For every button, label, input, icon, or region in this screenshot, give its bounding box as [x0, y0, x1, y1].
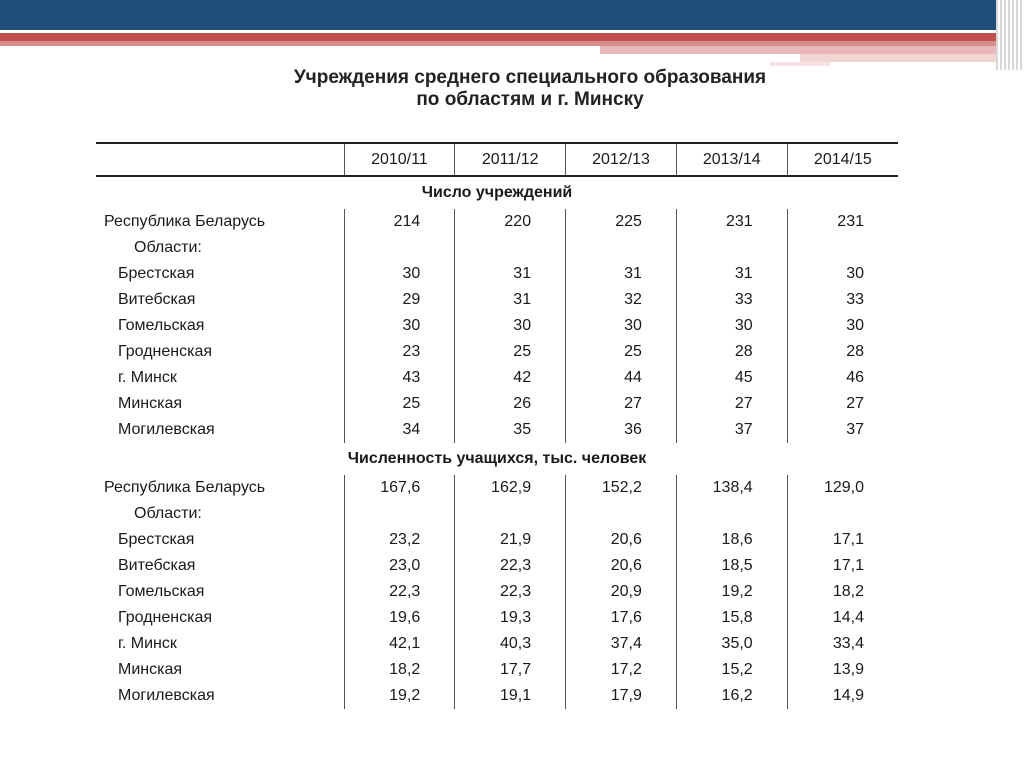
table-cell: 42 [455, 365, 566, 391]
table-row [96, 657, 898, 683]
header-band-red [0, 33, 1000, 41]
table-row [96, 553, 898, 579]
row-label: Гродненская [118, 609, 213, 626]
table-cell: 220 [455, 209, 566, 235]
table-cell: 31 [455, 261, 566, 287]
header-band-pink-faint [770, 62, 830, 66]
row-label: Гомельская [118, 583, 205, 600]
table-cell: 46 [787, 365, 898, 391]
table-row-subheading [96, 235, 898, 261]
table-cell: 33 [676, 287, 787, 313]
header-band-pink [600, 46, 1000, 54]
section-heading-row [96, 443, 898, 475]
table-cell: 15,2 [676, 657, 787, 683]
table-cell: 22,3 [344, 579, 455, 605]
table-cell: 27 [787, 391, 898, 417]
table-row [96, 683, 898, 709]
column-header: 2012/13 [566, 143, 677, 176]
table-cell: 22,3 [455, 553, 566, 579]
table-cell: 25 [566, 339, 677, 365]
table-cell: 30 [344, 261, 455, 287]
table-cell: 225 [566, 209, 677, 235]
table-row [96, 605, 898, 631]
table-cell: 19,1 [455, 683, 566, 709]
table-cell: 37 [676, 417, 787, 443]
header-label-cell [96, 143, 344, 176]
table-cell: 14,4 [787, 605, 898, 631]
table-cell: 42,1 [344, 631, 455, 657]
column-header: 2014/15 [787, 143, 898, 176]
row-label: г. Минск [118, 635, 177, 652]
table-cell: 29 [344, 287, 455, 313]
table-cell: 18,2 [787, 579, 898, 605]
table-cell: 30 [566, 313, 677, 339]
table-cell: 27 [676, 391, 787, 417]
table-cell: 31 [676, 261, 787, 287]
table-cell: 17,7 [455, 657, 566, 683]
table-cell: 23,2 [344, 527, 455, 553]
table-cell: 18,5 [676, 553, 787, 579]
table-cell: 13,9 [787, 657, 898, 683]
table-cell-empty [344, 501, 455, 527]
row-label: Гродненская [118, 343, 213, 360]
table-cell-empty [676, 235, 787, 261]
table-row [96, 261, 898, 287]
slide-title-line2: по областям и г. Минску [416, 89, 644, 110]
table-cell: 30 [344, 313, 455, 339]
table-cell-empty [566, 235, 677, 261]
table-row [96, 365, 898, 391]
table-cell: 231 [787, 209, 898, 235]
table-cell: 43 [344, 365, 455, 391]
table-cell: 37 [787, 417, 898, 443]
table-cell: 44 [566, 365, 677, 391]
table-cell-empty [676, 501, 787, 527]
table-cell: 45 [676, 365, 787, 391]
table-cell: 19,2 [344, 683, 455, 709]
table-cell: 231 [676, 209, 787, 235]
row-label: Республика Беларусь [104, 479, 266, 496]
table-row [96, 417, 898, 443]
table-cell: 17,9 [566, 683, 677, 709]
table-row [96, 631, 898, 657]
table-cell: 21,9 [455, 527, 566, 553]
table-cell: 23 [344, 339, 455, 365]
row-label: Брестская [118, 265, 195, 282]
table-cell: 22,3 [455, 579, 566, 605]
column-header: 2010/11 [344, 143, 455, 176]
table-cell-empty [455, 235, 566, 261]
table-row [96, 527, 898, 553]
section-heading-row [96, 176, 898, 209]
statistics-table [96, 142, 898, 709]
table-cell: 30 [787, 313, 898, 339]
table-cell: 32 [566, 287, 677, 313]
table-cell-empty [787, 235, 898, 261]
table-cell: 30 [455, 313, 566, 339]
table-cell: 19,3 [455, 605, 566, 631]
table-cell: 138,4 [676, 475, 787, 501]
table-row [96, 287, 898, 313]
column-header: 2013/14 [676, 143, 787, 176]
table-cell: 25 [344, 391, 455, 417]
row-label: Минская [118, 661, 183, 678]
table-cell: 17,1 [787, 553, 898, 579]
table-cell: 25 [455, 339, 566, 365]
table-cell: 16,2 [676, 683, 787, 709]
table-cell: 129,0 [787, 475, 898, 501]
row-label: Витебская [118, 291, 196, 308]
table-cell-empty [344, 235, 455, 261]
table-cell: 30 [676, 313, 787, 339]
table-cell: 20,9 [566, 579, 677, 605]
row-label: Могилевская [118, 421, 215, 438]
column-header: 2011/12 [455, 143, 566, 176]
slide-title [200, 67, 860, 111]
section-heading: Численность учащихся, тыс. человек [347, 450, 647, 467]
table-cell-empty [455, 501, 566, 527]
table-cell: 20,6 [566, 553, 677, 579]
header-vertical-stripes [996, 0, 1024, 70]
table-cell: 18,2 [344, 657, 455, 683]
table-cell: 14,9 [787, 683, 898, 709]
table-cell: 33 [787, 287, 898, 313]
table-row [96, 579, 898, 605]
table-cell: 40,3 [455, 631, 566, 657]
table-row-total [96, 475, 898, 501]
row-label: Республика Беларусь [104, 213, 266, 230]
header-band-blue [0, 0, 1024, 30]
table-cell: 23,0 [344, 553, 455, 579]
table-cell-empty [787, 501, 898, 527]
table-cell: 17,1 [787, 527, 898, 553]
table-cell: 162,9 [455, 475, 566, 501]
table-cell: 33,4 [787, 631, 898, 657]
table-body [96, 176, 898, 709]
table-cell: 28 [676, 339, 787, 365]
table-cell: 20,6 [566, 527, 677, 553]
row-label: г. Минск [118, 369, 177, 386]
row-subheading: Области: [134, 505, 202, 522]
table-row-subheading [96, 501, 898, 527]
table-row [96, 391, 898, 417]
table-cell: 26 [455, 391, 566, 417]
row-label: Витебская [118, 557, 196, 574]
table-cell: 167,6 [344, 475, 455, 501]
table-cell: 35,0 [676, 631, 787, 657]
table-cell: 17,6 [566, 605, 677, 631]
header-band-pink-light [800, 54, 1000, 62]
table-cell-empty [566, 501, 677, 527]
table-cell: 37,4 [566, 631, 677, 657]
table-cell: 30 [787, 261, 898, 287]
table-cell: 31 [455, 287, 566, 313]
table-cell: 15,8 [676, 605, 787, 631]
table-row [96, 339, 898, 365]
table-header-row [96, 143, 898, 176]
table-cell: 18,6 [676, 527, 787, 553]
table-cell: 34 [344, 417, 455, 443]
table-cell: 27 [566, 391, 677, 417]
table-cell: 19,6 [344, 605, 455, 631]
row-subheading: Области: [134, 239, 202, 256]
row-label: Брестская [118, 531, 195, 548]
row-label: Минская [118, 395, 183, 412]
table-row [96, 313, 898, 339]
table-cell: 28 [787, 339, 898, 365]
row-label: Гомельская [118, 317, 205, 334]
table-cell: 36 [566, 417, 677, 443]
table-cell: 35 [455, 417, 566, 443]
slide-title-line1: Учреждения среднего специального образования [293, 67, 767, 88]
table-cell: 17,2 [566, 657, 677, 683]
table-cell: 214 [344, 209, 455, 235]
table-cell: 19,2 [676, 579, 787, 605]
section-heading: Число учреждений [421, 184, 573, 201]
table-cell: 152,2 [566, 475, 677, 501]
table-row-total [96, 209, 898, 235]
row-label: Могилевская [118, 687, 215, 704]
table-cell: 31 [566, 261, 677, 287]
